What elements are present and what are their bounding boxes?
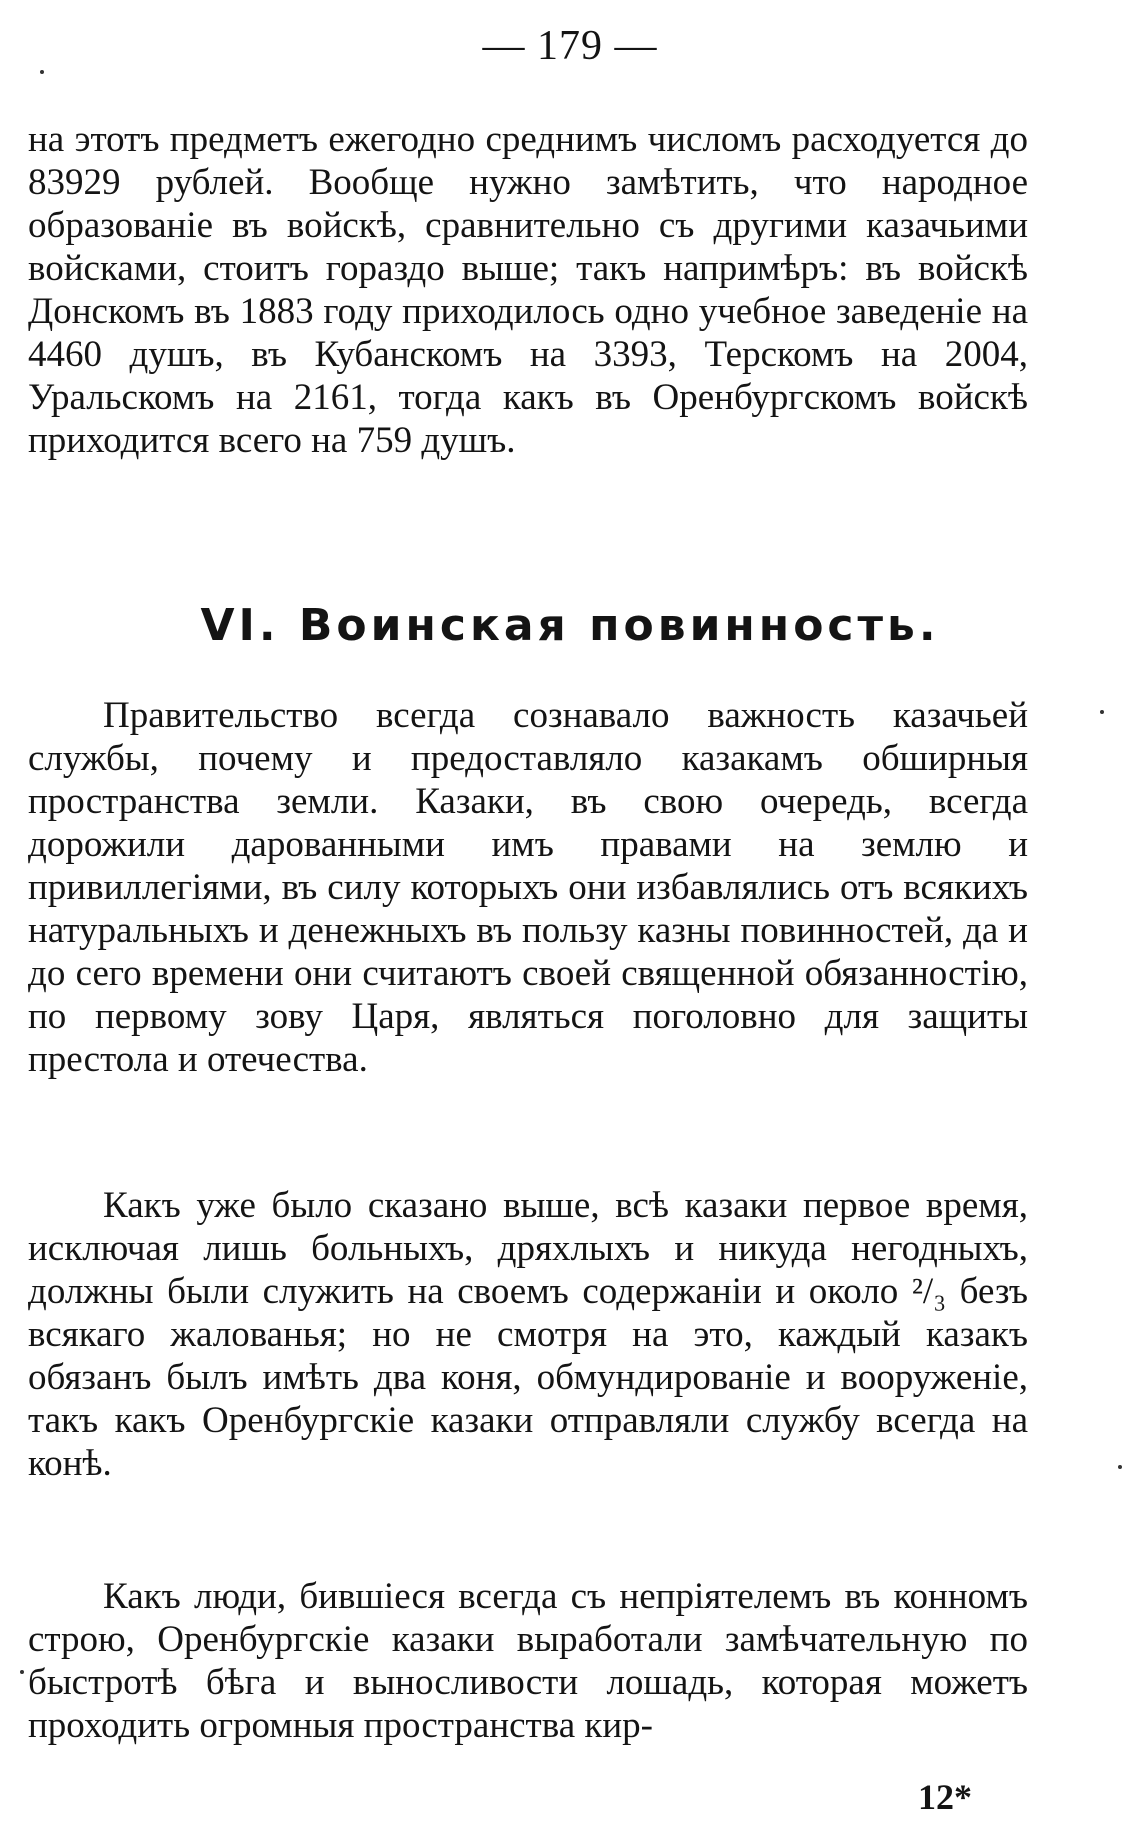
paragraph-government-service: Правительство всегда сознавало важность казачьей службы, почему и предоставляло казакамъ обширныя пространства земли. Казаки, въ свою очередь, всегда дорожили дарованными имъ правами на землю и привиллегіями, въ силу которыхъ они избавлялись отъ всякихъ натуральныхъ и денежныхъ въ пользу казны повинностей, да и до сего времени они считаютъ своей священной обязанностію, по первому зову Царя, являться поголовно для защиты престола и отечества. <box>28 695 1028 1080</box>
page-number: — 179 — <box>482 23 658 69</box>
scan-speck <box>1118 1465 1122 1469</box>
section-heading: VI. Воинская повинность. <box>200 600 940 651</box>
scan-speck <box>20 1670 24 1674</box>
printer-signature-mark: 12* <box>918 1777 972 1817</box>
scan-speck <box>1100 710 1104 714</box>
scan-speck <box>40 70 44 74</box>
paragraph-education-statistics: на этотъ предметъ ежегодно среднимъ числомъ расходуется до 83929 рублей. Вообще нужно замѣтить, что народное образованіе въ войскѣ, сравнительно съ другими казачьими войсками, стоитъ гораздо выше; такъ напримѣръ: въ войскѣ Донскомъ въ 1883 году приходилось одно учебное заведеніе на 4460 душъ, въ Кубанскомъ на 3393, Терскомъ на 2004, Уральскомъ на 2161, тогда какъ въ Оренбургскомъ войскѣ приходится всего на 759 душъ. <box>28 119 1028 461</box>
paragraph-cossack-obligations: Какъ уже было сказано выше, всѣ казаки первое время, исключая лишь больныхъ, дряхлыхъ и никуда негодныхъ, должны были служить на своемъ содержаніи и около ²/₃ безъ всякаго жалованья; но не смотря на это, каждый казакъ обязанъ былъ имѣть два коня, обмундированіе и вооруженіе, такъ какъ Оренбургскіе казаки отправляли службу всегда на конѣ. <box>28 1185 1028 1484</box>
paragraph-cavalry-horses: Какъ люди, бившіеся всегда съ непріятелемъ въ конномъ строю, Оренбургскіе казаки выработали замѣчательную по быстротѣ бѣга и выносливости лошадь, которая можетъ проходить огромныя пространства кир- <box>28 1576 1028 1746</box>
